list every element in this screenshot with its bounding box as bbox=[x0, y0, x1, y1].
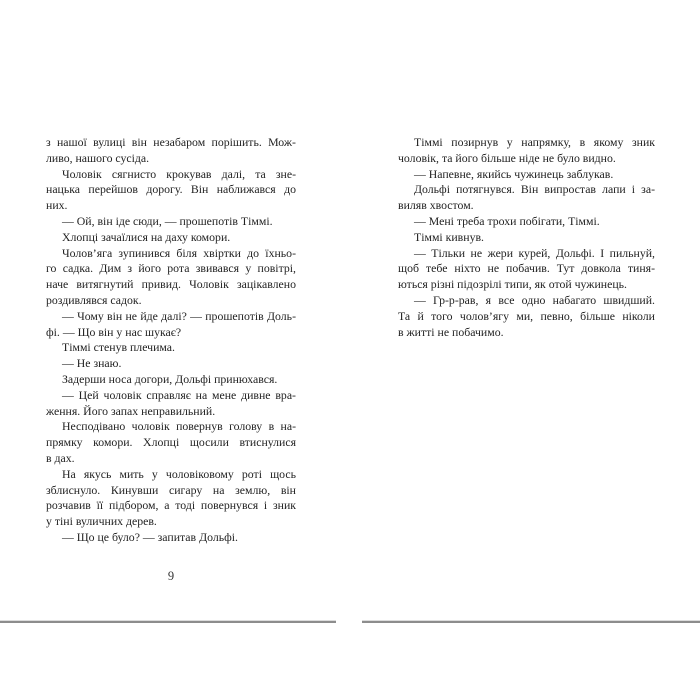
text-line: роздивлявся садок. bbox=[46, 292, 142, 307]
text-line: Дольфі потягнувся. Він випростав лапи і за- bbox=[414, 182, 655, 197]
text-line: з нашої вулиці він незабаром порішить. Мож- bbox=[46, 135, 296, 149]
text-line: ливо, нашого сусіда. bbox=[46, 150, 150, 165]
text-line: На якусь мить у чоловіковому роті щось bbox=[62, 466, 296, 481]
text-line: наче витягнутий привид. Чоловік зацікавлено bbox=[46, 277, 296, 292]
text-line: Тіммі позирнув у напрямку, в якому зник bbox=[414, 135, 655, 149]
text-line: зблиснуло. Кинувши сигару на землю, він bbox=[46, 482, 296, 497]
text-line: Чолов’яга зупинився біля хвіртки до їхньо- bbox=[62, 245, 296, 260]
text-line: виляв хвостом. bbox=[398, 198, 474, 213]
text-line: — Ой, він іде сюди, — прошепотів Тіммі. bbox=[62, 213, 273, 228]
text-line: щоб тебе ніхто не побачив. Тут довкола тиня- bbox=[398, 261, 655, 276]
text-line: розчавив її підбором, а тоді повернувся і зник bbox=[46, 498, 296, 513]
text-line: — Цей чоловік справляє на мене дивне вра- bbox=[62, 387, 296, 402]
left-page-bottom-rule bbox=[0, 620, 336, 623]
text-line: — Тільки не жери курей, Дольфі. І пильнуй, bbox=[414, 245, 655, 260]
text-line: го садка. Дим з його рота звивався у повітрі, bbox=[46, 261, 296, 276]
text-line: Тіммі стенув плечима. bbox=[62, 340, 175, 355]
text-line: Тіммі кивнув. bbox=[414, 229, 484, 244]
text-line: — Напевне, якийсь чужинець заблукав. bbox=[414, 166, 614, 181]
right-page-text bbox=[398, 135, 655, 340]
text-line: фі. — Що він у нас шукає? bbox=[46, 324, 182, 339]
text-line: в житті не побачимо. bbox=[398, 324, 504, 339]
right-page-bottom-rule bbox=[362, 620, 700, 623]
text-line: в дах. bbox=[46, 450, 75, 465]
text-line: Несподівано чоловік повернув голову в на- bbox=[62, 419, 296, 434]
text-line: — Мені треба трохи побігати, Тіммі. bbox=[414, 213, 600, 228]
left-page-text bbox=[46, 135, 296, 546]
page-number: 9 bbox=[167, 569, 175, 583]
text-line: прямку комори. Хлопці щосили втиснулися bbox=[46, 435, 296, 450]
text-line: у тіні вуличних дерев. bbox=[46, 514, 157, 529]
text-line: них. bbox=[46, 198, 68, 213]
text-line: ються різні підозрілі типи, як отой чужинець. bbox=[398, 277, 627, 292]
text-line: Хлопці зачаїлися на даху комори. bbox=[62, 229, 231, 244]
text-line: Задерши носа догори, Дольфі принюхався. bbox=[62, 371, 278, 386]
text-line: ження. Його запах неправильний. bbox=[46, 403, 216, 418]
text-line: чоловік, та його більше ніде не було видно. bbox=[398, 150, 616, 165]
text-line: — Не знаю. bbox=[62, 356, 122, 371]
text-line: нацька перейшов дорогу. Він наближався до bbox=[46, 182, 296, 197]
text-line: Та й того чолов’ягу ми, певно, більше ніколи bbox=[398, 308, 655, 323]
text-line: — Чому він не йде далі? — прошепотів Доль- bbox=[62, 308, 296, 323]
text-line: — Гр-р-рав, я все одно набагато швидший. bbox=[414, 292, 655, 307]
text-line: — Що це було? — запитав Дольфі. bbox=[62, 529, 238, 544]
text-line: Чоловік сягнисто крокував далі, та зне- bbox=[62, 166, 296, 181]
